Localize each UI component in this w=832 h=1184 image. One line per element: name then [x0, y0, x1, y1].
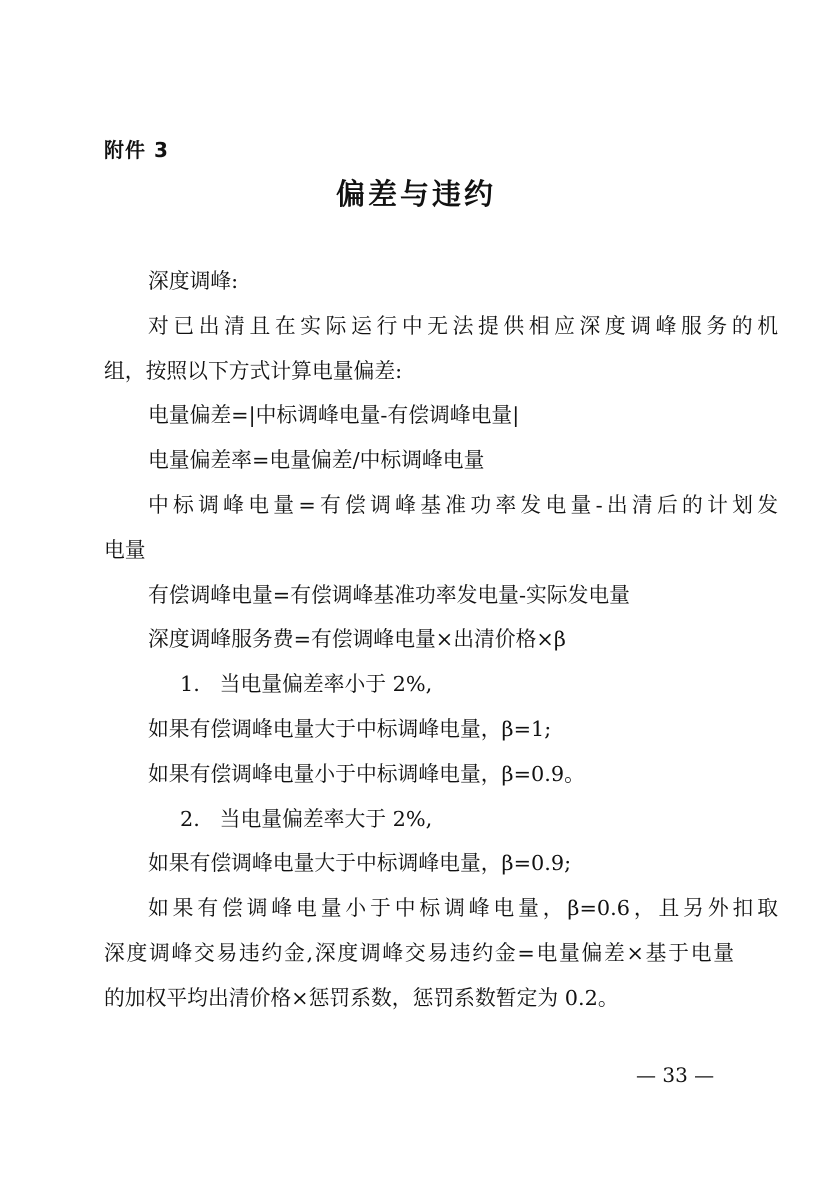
paragraph-line: 的加权平均出清价格×惩罚系数，惩罚系数暂定为 0.2。 [104, 985, 619, 1010]
document-body [104, 259, 778, 1021]
formula-line: 电量 [104, 537, 146, 562]
document-title: 偏差与违约 [335, 177, 496, 211]
section-heading: 深度调峰: [148, 269, 239, 293]
attachment-label: 附件 3 [104, 138, 169, 162]
formula-line: 中标调峰电量=有偿调峰基准功率发电量-出清后的计划发 [148, 492, 778, 517]
numbered-item: 1. 当电量偏差率小于 2%, [180, 672, 433, 697]
formula-line: 深度调峰服务费=有偿调峰电量×出清价格×β [148, 627, 566, 652]
rule-line: 如果有偿调峰电量小于中标调峰电量，β=0.9。 [148, 761, 585, 786]
paragraph-line: 组，按照以下方式计算电量偏差: [104, 358, 403, 383]
paragraph-line: 深度调峰交易违约金,深度调峰交易违约金=电量偏差×基于电量 [104, 940, 734, 965]
formula-line: 有偿调峰电量=有偿调峰基准功率发电量-实际发电量 [148, 582, 630, 607]
rule-line: 如果有偿调峰电量大于中标调峰电量，β=0.9; [148, 851, 572, 876]
formula-line: 电量偏差率=电量偏差/中标调峰电量 [148, 448, 485, 473]
formula-line: 电量偏差=|中标调峰电量-有偿调峰电量| [148, 403, 520, 428]
page-number: — 33 — [636, 1063, 715, 1087]
rule-line: 如果有偿调峰电量大于中标调峰电量，β=1; [148, 716, 552, 741]
rule-line: 如果有偿调峰电量小于中标调峰电量，β=0.6，且另外扣取 [148, 896, 778, 921]
paragraph-line: 对已出清且在实际运行中无法提供相应深度调峰服务的机 [148, 313, 778, 338]
numbered-item: 2. 当电量偏差率大于 2%, [180, 806, 433, 831]
